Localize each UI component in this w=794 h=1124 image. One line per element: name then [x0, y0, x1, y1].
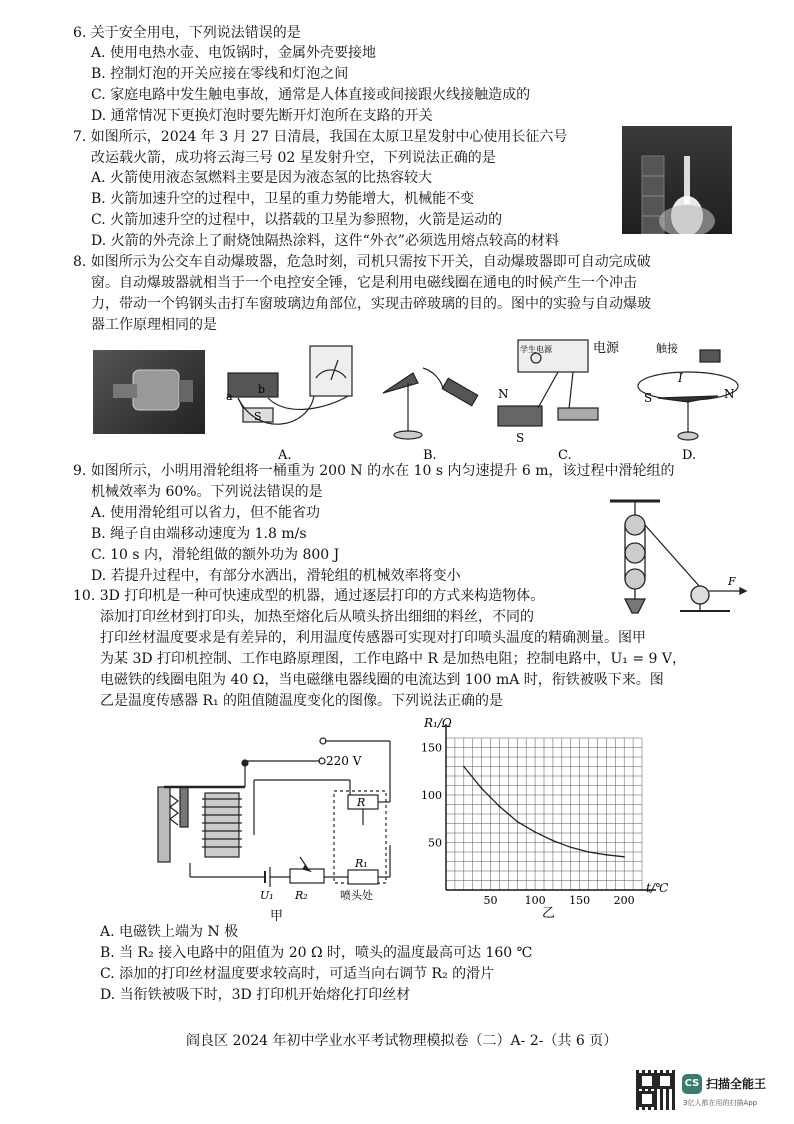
chart-point: [463, 766, 465, 768]
q8-line2: 窗。自动爆玻器就相当于一个电控安全锤，它是利用电磁线圈在通电的时候产生一个冲击: [91, 275, 637, 291]
q9-line2: 机械效率为 60%。下列说法错误的是: [91, 484, 323, 500]
q8-line3: 力，带动一个钨钢头击打车窗玻璃边角部位，实现击碎玻璃的目的。图中的实验与自动爆玻: [91, 296, 651, 312]
q6-option-b: B. 控制灯泡的开关应接在零线和灯泡之间: [91, 66, 349, 82]
figure-c-power-label: 电源: [593, 341, 620, 356]
figure-d-option: D.: [682, 448, 697, 463]
chart-point: [534, 831, 536, 833]
figure-d-touch-label: 触接: [656, 342, 678, 355]
circuit-r-label: R: [357, 796, 366, 809]
chart-grid: [446, 738, 642, 890]
figure-c-label-s: S: [516, 431, 525, 445]
page-footer: 阎良区 2024 年初中学业水平考试物理模拟卷（二）A- 2-（共 6 页）: [186, 1033, 618, 1049]
figure-b-compass: [383, 368, 478, 439]
q7-option-c: C. 火箭加速升空的过程中，以搭载的卫星为参照物，火箭是运动的: [91, 212, 503, 228]
rocket-launch-photo: [622, 126, 732, 234]
q10-option-a: A. 电磁铁上端为 N 极: [100, 924, 239, 940]
figure-d-label-s: S: [644, 391, 653, 405]
q10-line5: 电磁铁的线圈电阻为 40 Ω，当电磁继电器线圈的电流达到 100 mA 时，衔铁被吸下来。图: [100, 672, 664, 688]
q7-option-d: D. 火箭的外壳涂上了耐烧蚀隔热涂料，这件“外衣”必须选用熔点较高的材料: [91, 233, 559, 249]
qr-code: [636, 1070, 676, 1110]
chart-point: [499, 806, 501, 808]
q6-option-d: D. 通常情况下更换灯泡时要先断开灯泡所在支路的开关: [91, 108, 433, 124]
circuit-nozzle-label: 喷头处: [340, 889, 373, 902]
q9-option-d: D. 若提升过程中，有部分水洒出，滑轮组的机械效率将变小: [91, 568, 461, 584]
circuit-220v-label: 220 V: [326, 754, 362, 768]
pulley-system-figure: [600, 495, 750, 615]
x-tick-label: 100: [524, 894, 546, 907]
q9-option-c: C. 10 s 内，滑轮组做的额外功为 800 J: [91, 547, 340, 563]
q7-stem-line1: 7. 如图所示，2024 年 3 月 27 日清晨，我国在太原卫星发射中心使用长征六号: [73, 129, 568, 145]
chart-y-axis-label: R₁/Ω: [424, 716, 452, 730]
figure-a-label-a: a: [226, 390, 233, 403]
chart-point: [552, 840, 554, 842]
chart-x-axis-label: t/℃: [646, 881, 669, 895]
figure-jia-caption: 甲: [270, 909, 284, 924]
x-tick-label: 50: [483, 894, 498, 907]
q10-line3: 打印丝材温度要求是有差异的，利用温度传感器可实现对打印喷头温度的精确测量。图甲: [100, 630, 646, 646]
q9-option-a: A. 使用滑轮组可以省力，但不能省功: [91, 505, 321, 521]
chart-point: [588, 851, 590, 853]
figure-c-student-power: 学生电源: [520, 345, 552, 354]
figure-a-induction: [228, 346, 352, 424]
figure-a-option: A.: [278, 448, 292, 463]
q10-line1: 10. 3D 打印机是一种可快速成型的机器，通过逐层打印的方式来构造物体。: [73, 588, 545, 604]
chart-point: [570, 846, 572, 848]
figure-yi-caption: 乙: [542, 906, 556, 921]
q7-option-b: B. 火箭加速升空的过程中，卫星的重力势能增大，机械能不变: [91, 191, 475, 207]
q10-line4: 为某 3D 打印机控制、工作电路原理图，工作电路中 R 是加热电阻；控制电路中，U₁ = 9 V，: [100, 651, 686, 667]
q10-option-d: D. 当衔铁被吸下时，3D 打印机开始熔化打印丝材: [100, 987, 411, 1003]
q7-stem-line2: 改运载火箭，成功将云海三号 02 星发射升空，下列说法正确的是: [91, 150, 496, 166]
x-tick-label: 200: [613, 894, 635, 907]
circuit-u1-label: U₁: [260, 889, 274, 902]
q9-line1: 9. 如图所示，小明用滑轮组将一桶重为 200 N 的水在 10 s 内匀速提升 6 m，该过程中滑轮组的: [73, 463, 675, 479]
q8-line1: 8. 如图所示为公交车自动爆玻器，危急时刻，司机只需按下开关，自动爆玻器即可自动完成破: [73, 254, 651, 270]
y-tick-label: 50: [428, 836, 442, 850]
q6-stem: 6. 关于安全用电，下列说法错误的是: [73, 25, 301, 41]
chart-point: [481, 788, 483, 790]
chart-point: [516, 821, 518, 823]
circuit-r2-label: R₂: [295, 889, 308, 902]
q7-option-a: A. 火箭使用液态氢燃料主要是因为液态氢的比热容较大: [91, 170, 433, 186]
figure-c-option: C.: [558, 448, 572, 463]
figure-a-label-b: b: [258, 383, 266, 396]
figure-d-label-n: N: [724, 387, 735, 401]
pulley-force-label: F: [728, 575, 736, 588]
q10-option-c: C. 添加的打印丝材温度要求较高时，可适当向右调节 R₂ 的滑片: [100, 966, 495, 982]
q10-line2: 添加打印丝材到打印头，加热至熔化后从喷头挤出细细的料丝，不同的: [100, 609, 534, 625]
circuit-diagram-jia: [150, 735, 400, 925]
figure-d-oersted: [638, 350, 738, 440]
camscanner-logo-icon: CS: [682, 1074, 702, 1094]
y-tick-label: 100: [421, 789, 442, 802]
figure-b-option: B.: [423, 448, 437, 463]
resistance-temperature-chart: [410, 712, 680, 922]
q8-line4: 器工作原理相同的是: [91, 317, 217, 333]
q8-experiment-figures: [218, 338, 794, 468]
figure-c-label-n: N: [498, 387, 509, 401]
y-tick-label: 150: [421, 741, 442, 755]
figure-a-label-s: S: [254, 410, 262, 423]
q10-option-b: B. 当 R₂ 接入电路中的阻值为 20 Ω 时，喷头的温度最高可达 160 ℃: [100, 945, 533, 961]
camscanner-title: 扫描全能王: [706, 1077, 767, 1091]
chart-point: [606, 854, 608, 856]
camscanner-subtitle: 3亿人都在用的扫描App: [683, 1099, 758, 1107]
q6-option-c: C. 家庭电路中发生触电事故，通常是人体直接或间接跟火线接触造成的: [91, 87, 531, 103]
window-breaker-photo: [93, 350, 205, 434]
chart-axes: [446, 724, 656, 890]
q10-line6: 乙是温度传感器 R₁ 的阻值随温度变化的图像。下列说法正确的是: [100, 693, 504, 709]
q6-option-a: A. 使用电热水壶、电饭锅时，金属外壳要接地: [91, 45, 377, 61]
chart-point: [623, 856, 625, 858]
q9-option-b: B. 绳子自由端移动速度为 1.8 m/s: [91, 526, 307, 542]
x-tick-label: 150: [569, 894, 591, 907]
circuit-r1-label: R₁: [355, 857, 368, 870]
figure-d-current-label: I: [678, 371, 683, 385]
